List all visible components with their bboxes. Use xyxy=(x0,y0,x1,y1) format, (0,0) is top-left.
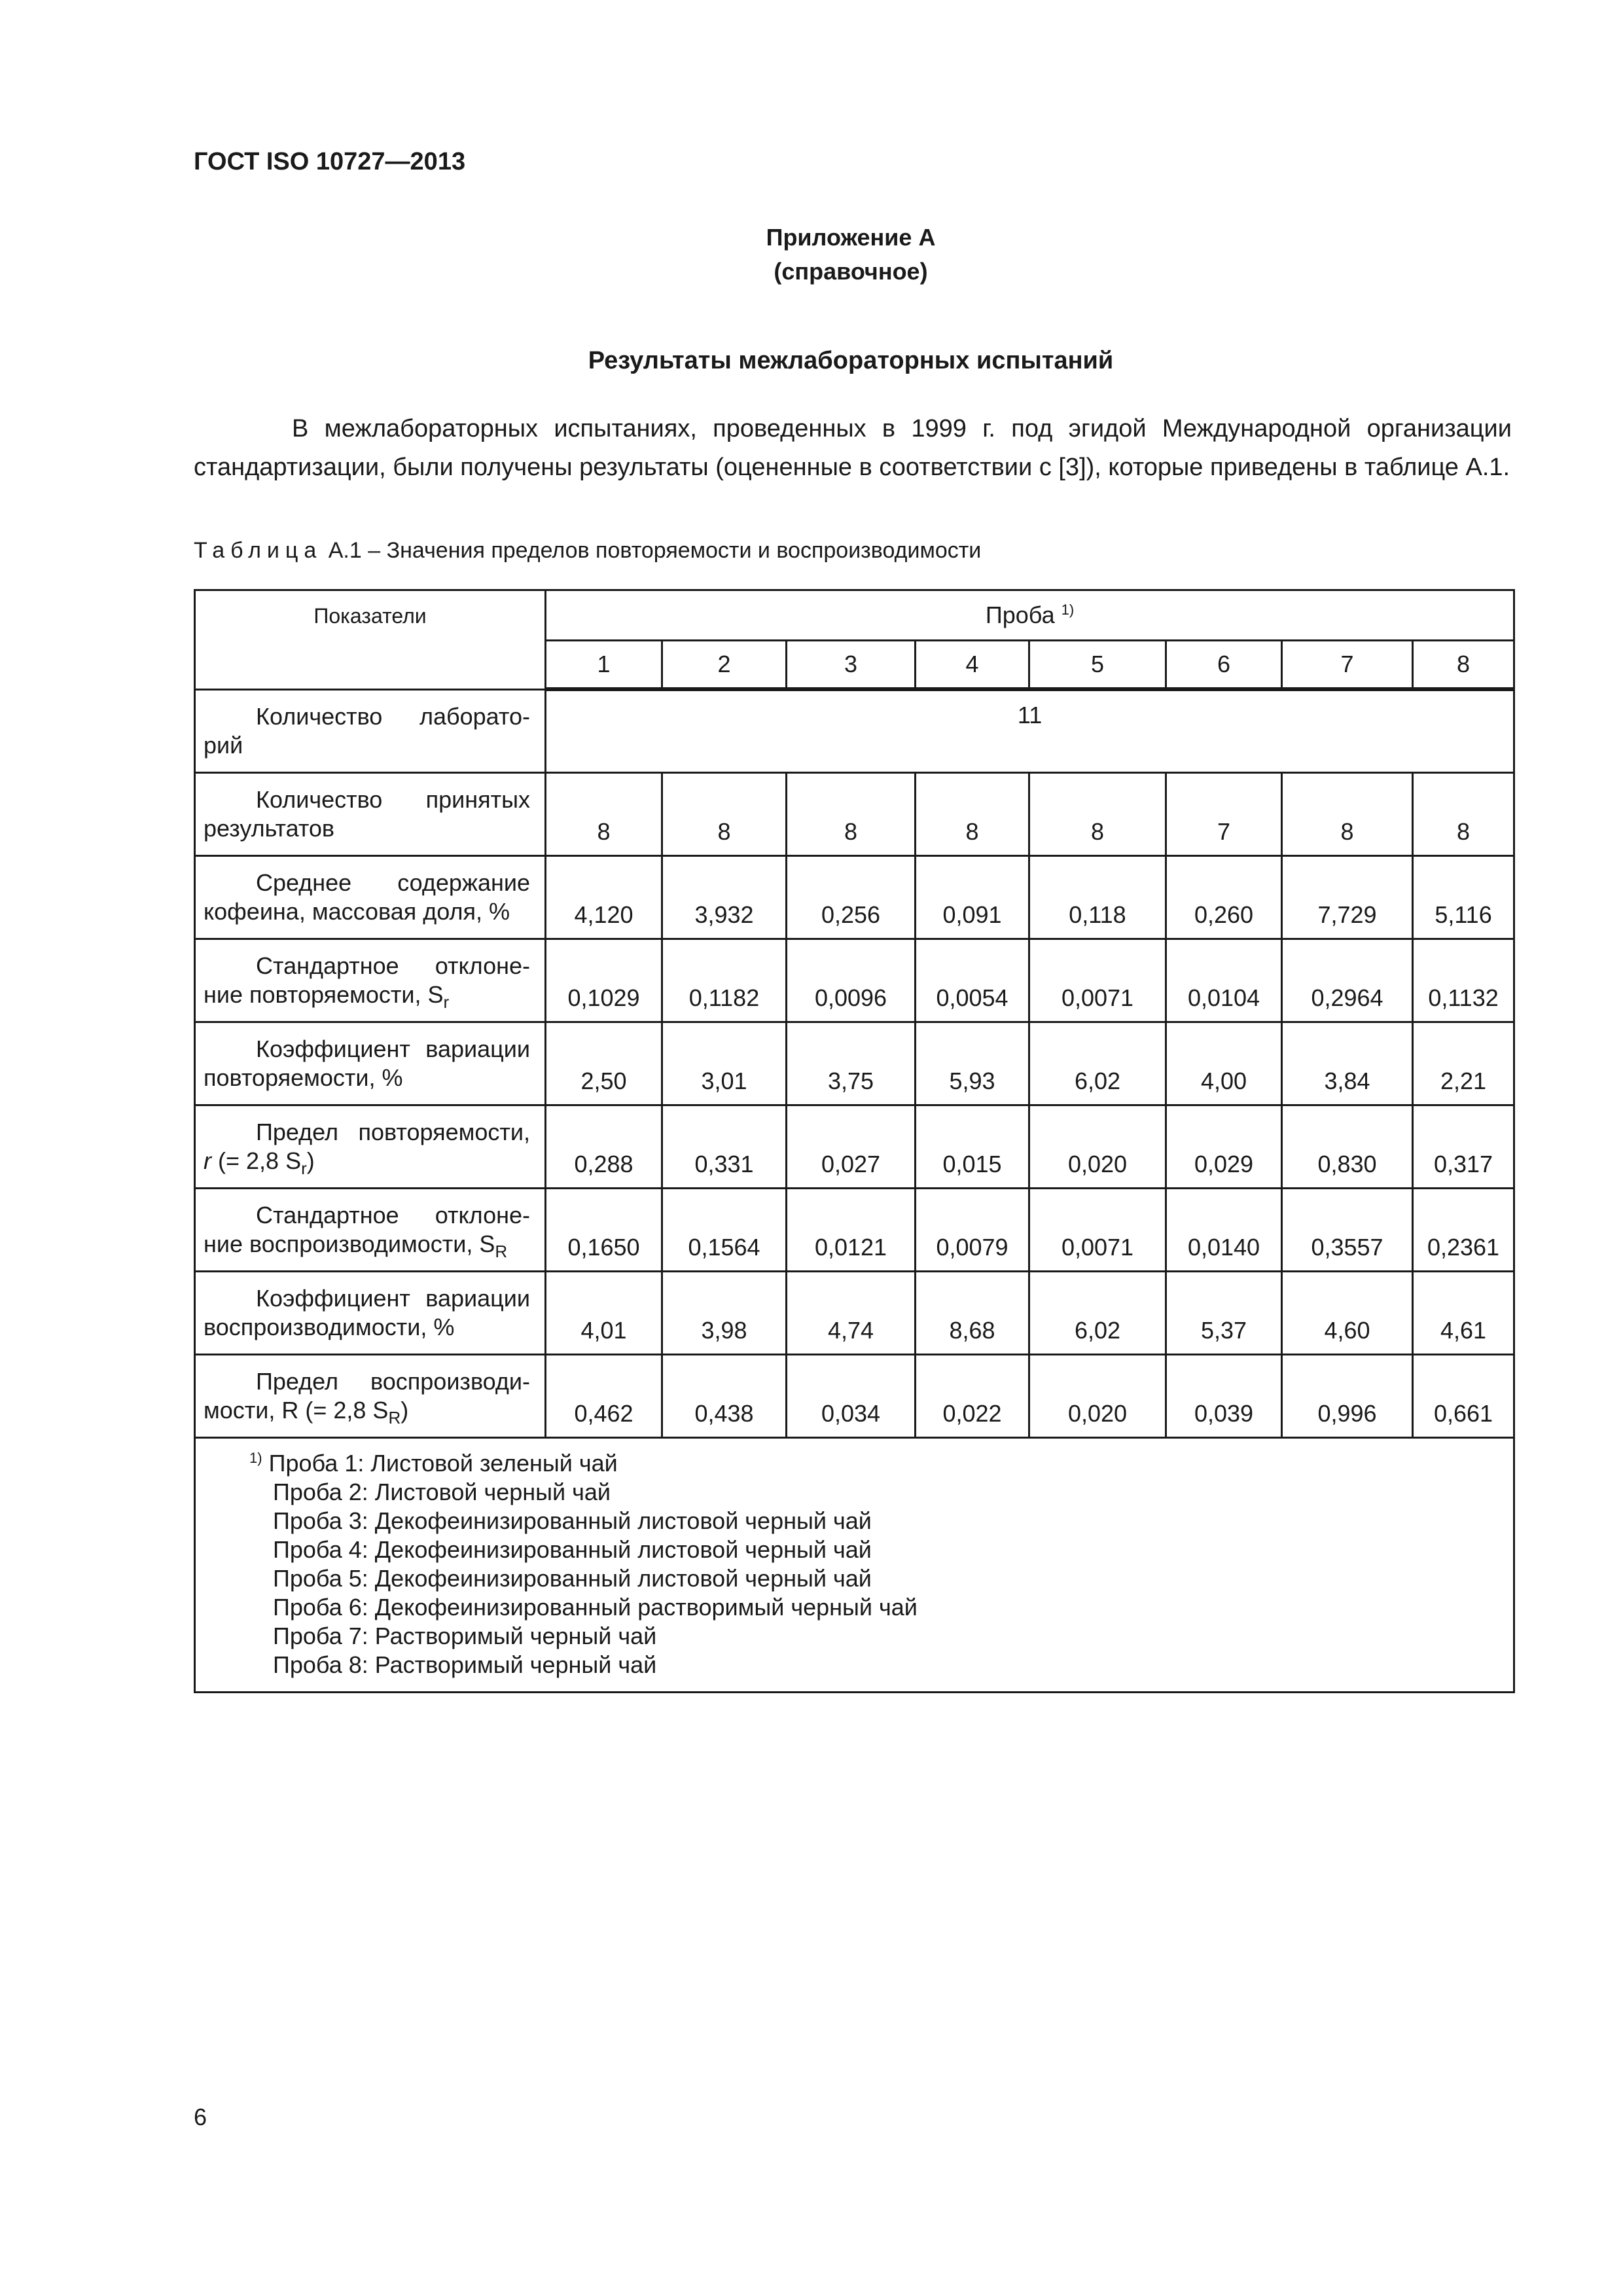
row-label xyxy=(195,1271,546,1354)
table-row xyxy=(195,1022,1514,1105)
table-cell: 0,091 xyxy=(916,855,1029,939)
table-cell: 0,1564 xyxy=(662,1188,787,1271)
sample-number: 8 xyxy=(1413,641,1514,690)
row-label-subscript: R xyxy=(495,1241,508,1261)
table-cell: 0,317 xyxy=(1413,1105,1514,1188)
table-cell: 3,75 xyxy=(787,1022,916,1105)
footnote-text: Проба 2: Листовой черный чай xyxy=(273,1478,611,1505)
table-cell: 0,0079 xyxy=(916,1188,1029,1271)
table-row xyxy=(195,939,1514,1022)
sample-number: 4 xyxy=(916,641,1029,690)
footnote-line xyxy=(249,1507,1513,1535)
table-cell: 6,02 xyxy=(1029,1271,1166,1354)
footnote-line xyxy=(249,1593,1513,1622)
table-cell: 4,01 xyxy=(546,1271,662,1354)
row-label-text: Стандартное отклоне-ние воспроизводимости, S xyxy=(204,1201,530,1257)
table-cell: 6,02 xyxy=(1029,1022,1166,1105)
table-cell: 8 xyxy=(1413,772,1514,855)
footnote-text: Проба 6: Декофеинизированный растворимый черный чай xyxy=(273,1593,918,1621)
indicators-header: Показатели xyxy=(195,590,546,690)
table-row xyxy=(195,1354,1514,1437)
table-cell: 0,1650 xyxy=(546,1188,662,1271)
table-cell: 5,37 xyxy=(1166,1271,1282,1354)
table-cell: 7 xyxy=(1166,772,1282,855)
table-cell: 3,01 xyxy=(662,1022,787,1105)
table-cell: 0,0054 xyxy=(916,939,1029,1022)
notes-cell xyxy=(195,1437,1514,1692)
table-cell: 2,21 xyxy=(1413,1022,1514,1105)
table-row xyxy=(195,1188,1514,1271)
table-cell: 5,116 xyxy=(1413,855,1514,939)
table-row xyxy=(195,689,1514,772)
table-cell: 8 xyxy=(1029,772,1166,855)
footnote-text: Проба 7: Растворимый черный чай xyxy=(273,1622,657,1649)
table-cell: 0,288 xyxy=(546,1105,662,1188)
row-label-subscript: r xyxy=(301,1158,307,1178)
row-label-subscript: r xyxy=(443,992,450,1012)
table-cell: 0,1182 xyxy=(662,939,787,1022)
row-label-text: Предел повторяемости, xyxy=(256,1118,530,1145)
document-code: ГОСТ ISO 10727—2013 xyxy=(194,148,466,175)
row-label xyxy=(195,772,546,855)
section-title: Результаты межлабораторных испытаний xyxy=(588,347,1114,374)
table-cell: 0,256 xyxy=(787,855,916,939)
table-cell: 0,2964 xyxy=(1282,939,1413,1022)
table-cell: 0,022 xyxy=(916,1354,1029,1437)
footnote-line xyxy=(249,1651,1513,1679)
footnote-mark: 1) xyxy=(249,1449,262,1466)
table-cell: 8 xyxy=(916,772,1029,855)
table-cell: 0,462 xyxy=(546,1354,662,1437)
table-cell: 0,020 xyxy=(1029,1105,1166,1188)
table-cell: 4,120 xyxy=(546,855,662,939)
table-cell: 0,3557 xyxy=(1282,1188,1413,1271)
table-row xyxy=(195,1105,1514,1188)
row-label-symbol: r xyxy=(204,1147,211,1174)
table-cell: 0,118 xyxy=(1029,855,1166,939)
proba-header xyxy=(546,590,1514,641)
footnote-text: Проба 3: Декофеинизированный листовой черный чай xyxy=(273,1507,872,1534)
table-cell: 0,0096 xyxy=(787,939,916,1022)
table-cell: 0,027 xyxy=(787,1105,916,1188)
footnote-line xyxy=(249,1622,1513,1651)
row-label-text: Предел воспроизводи-мости, R (= 2,8 S xyxy=(204,1367,530,1424)
footnote-text: Проба 1: Листовой зеленый чай xyxy=(268,1449,618,1477)
table-cell: 0,2361 xyxy=(1413,1188,1514,1271)
table-cell: 4,74 xyxy=(787,1271,916,1354)
table-cell: 0,015 xyxy=(916,1105,1029,1188)
footnote-line xyxy=(249,1449,1513,1478)
table-cell: 3,98 xyxy=(662,1271,787,1354)
footnote-text: Проба 4: Декофеинизированный листовой черный чай xyxy=(273,1535,872,1563)
row-label-text: Среднее содержание кофеина, массовая доля, % xyxy=(204,869,530,925)
intro-paragraph: В межлабораторных испытаниях, проведенных в 1999 г. под эгидой Международной организации стандартизации, были получены результаты (оцененные в соответствии с [3]), которые приведены в таблице А.1. xyxy=(194,415,1512,481)
table-cell: 8,68 xyxy=(916,1271,1029,1354)
table-row xyxy=(195,855,1514,939)
row-label-text: Стандартное отклоне-ние повторяемости, S xyxy=(204,952,530,1008)
row-label-end: ) xyxy=(401,1396,409,1424)
table-cell: 0,0140 xyxy=(1166,1188,1282,1271)
table-cell: 8 xyxy=(546,772,662,855)
table-cell: 3,932 xyxy=(662,855,787,939)
table-caption xyxy=(194,538,981,564)
footnote-text: Проба 5: Декофеинизированный листовой черный чай xyxy=(273,1564,872,1592)
table-body xyxy=(195,689,1514,1437)
table-caption-text: А.1 – Значения пределов повторяемости и воспроизводимости xyxy=(322,538,982,563)
notes-row xyxy=(195,1437,1514,1692)
row-label-text: Коэффициент вариации повторяемости, % xyxy=(204,1035,530,1091)
table-cell: 4,00 xyxy=(1166,1022,1282,1105)
table-cell: 4,60 xyxy=(1282,1271,1413,1354)
table-cell: 8 xyxy=(1282,772,1413,855)
table-cell: 0,1132 xyxy=(1413,939,1514,1022)
row-label xyxy=(195,689,546,772)
table-cell: 0,029 xyxy=(1166,1105,1282,1188)
table-header-row xyxy=(195,590,1514,641)
table-cell: 8 xyxy=(662,772,787,855)
table-cell: 0,830 xyxy=(1282,1105,1413,1188)
row-label-end: ) xyxy=(306,1147,315,1174)
table-cell: 7,729 xyxy=(1282,855,1413,939)
footnote-text: Проба 8: Растворимый черный чай xyxy=(273,1651,657,1678)
table-cell: 4,61 xyxy=(1413,1271,1514,1354)
table-cell: 0,331 xyxy=(662,1105,787,1188)
sample-number: 6 xyxy=(1166,641,1282,690)
appendix-subtitle: (справочное) xyxy=(774,258,928,285)
sample-number: 2 xyxy=(662,641,787,690)
results-table xyxy=(194,589,1515,1693)
table-cell: 0,0104 xyxy=(1166,939,1282,1022)
page-number: 6 xyxy=(194,2104,207,2130)
row-label-text: Количество принятых результатов xyxy=(204,785,530,842)
table-cell: 0,661 xyxy=(1413,1354,1514,1437)
footnote-line xyxy=(249,1478,1513,1507)
table-row xyxy=(195,1271,1514,1354)
row-label-formula: (= 2,8 S xyxy=(211,1147,302,1174)
table-cell: 0,039 xyxy=(1166,1354,1282,1437)
table-cell: 0,034 xyxy=(787,1354,916,1437)
table-cell: 5,93 xyxy=(916,1022,1029,1105)
sample-number: 3 xyxy=(787,641,916,690)
table-cell: 3,84 xyxy=(1282,1022,1413,1105)
footnote-line xyxy=(249,1535,1513,1564)
sample-number: 5 xyxy=(1029,641,1166,690)
table-cell: 8 xyxy=(787,772,916,855)
row-label xyxy=(195,855,546,939)
table-cell: 0,020 xyxy=(1029,1354,1166,1437)
table-cell: 0,996 xyxy=(1282,1354,1413,1437)
row-label-subscript: R xyxy=(388,1407,401,1427)
appendix-title: Приложение А xyxy=(766,224,936,251)
table-cell: 0,1029 xyxy=(546,939,662,1022)
footnote-line xyxy=(249,1564,1513,1593)
row-label-text: Коэффициент вариации воспроизводимости, % xyxy=(204,1284,530,1340)
sample-number: 7 xyxy=(1282,641,1413,690)
proba-footnote-mark: 1) xyxy=(1061,601,1075,618)
table-cell: 0,0071 xyxy=(1029,939,1166,1022)
table-caption-label: Таблица xyxy=(194,538,323,563)
table-cell: 0,438 xyxy=(662,1354,787,1437)
table-cell: 0,0071 xyxy=(1029,1188,1166,1271)
row-label xyxy=(195,1022,546,1105)
table-cell: 0,0121 xyxy=(787,1188,916,1271)
table-row xyxy=(195,772,1514,855)
row-label-text: Количество лаборато-рий xyxy=(204,702,530,759)
row-label xyxy=(195,1188,546,1271)
table-cell: 0,260 xyxy=(1166,855,1282,939)
sample-number: 1 xyxy=(546,641,662,690)
row-label xyxy=(195,1105,546,1188)
row-label xyxy=(195,1354,546,1437)
table-cell: 2,50 xyxy=(546,1022,662,1105)
span-value-cell: 11 xyxy=(546,689,1514,772)
proba-header-label: Проба xyxy=(985,601,1055,628)
row-label xyxy=(195,939,546,1022)
